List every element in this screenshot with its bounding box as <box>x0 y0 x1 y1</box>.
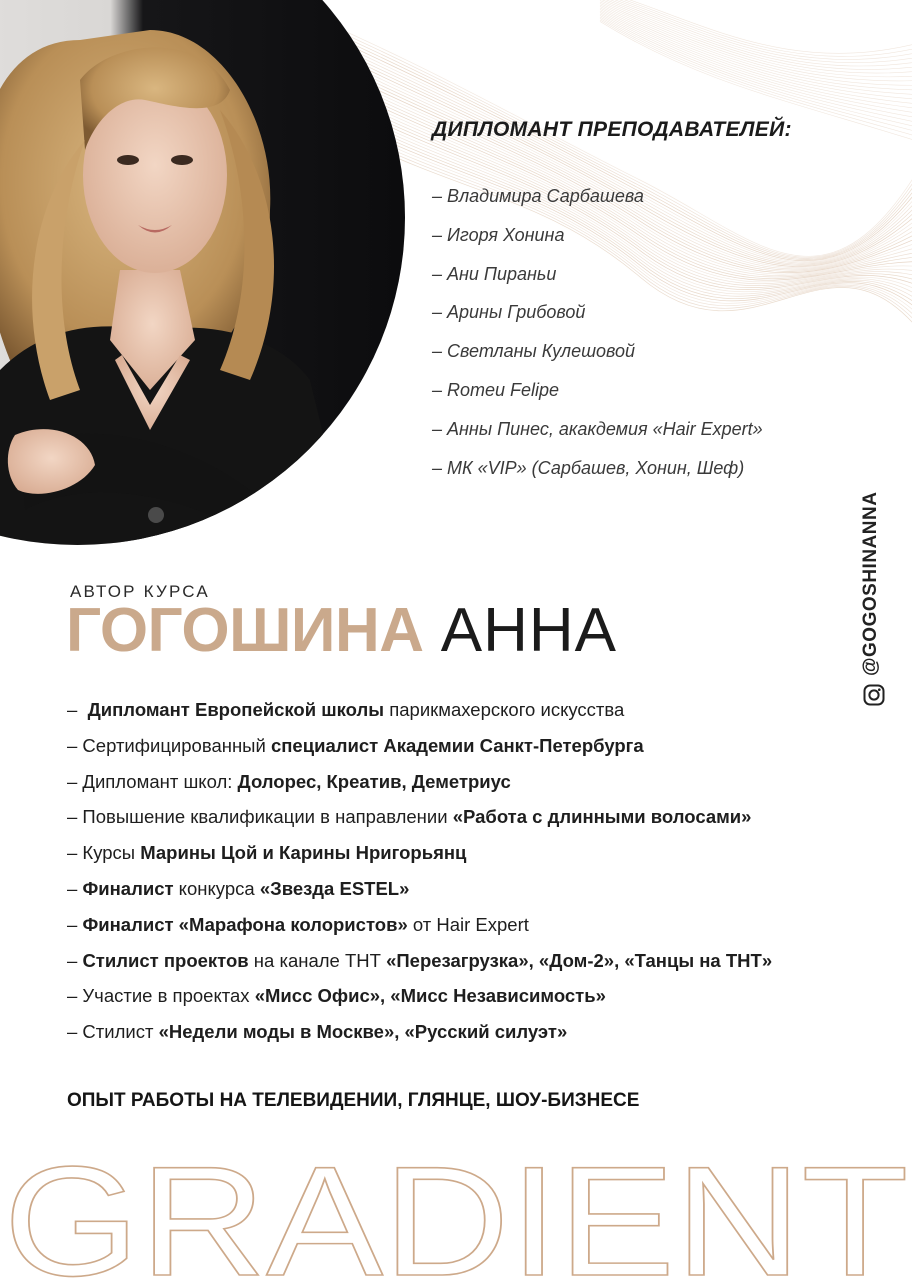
teacher-item: – Арины Грибовой <box>432 302 586 323</box>
achievement-text: – Участие в проектах <box>67 985 255 1007</box>
teacher-item: – Анны Пинес, акакдемия «Hair Expert» <box>432 418 763 439</box>
teacher-item: – Ани Пираньи <box>432 263 557 284</box>
teachers-list <box>432 180 763 490</box>
achievement-highlight: Финалист «Марафона колористов» <box>82 913 408 935</box>
achievement-highlight: «Недели моды в Москве», «Русский силуэт» <box>158 1021 568 1043</box>
achievement-text: – <box>67 699 88 720</box>
achievement-text: – <box>67 913 83 935</box>
achievement-highlight: «Работа с длинными волосами» <box>452 806 752 828</box>
brand-wordmark <box>0 1150 912 1280</box>
achievement-text: – Повышение квалификации в направлении <box>67 806 453 828</box>
instagram-icon[interactable] <box>863 684 885 706</box>
achievement-text: – Курсы <box>67 842 141 864</box>
teacher-item: – Игоря Хонина <box>432 224 565 245</box>
teacher-item: – МК «VIP» (Сарбашев, Хонин, Шеф) <box>432 457 745 478</box>
achievement-item <box>67 981 772 1017</box>
achievement-item <box>67 1017 772 1053</box>
author-photo <box>0 0 405 545</box>
achievement-highlight: Долорес, Креатив, Деметриус <box>237 770 511 792</box>
achievement-text: парикмахерского искусства <box>384 699 625 720</box>
author-first-name: АННА <box>440 596 618 665</box>
teachers-title: ДИПЛОМАНТ ПРЕПОДАВАТЕЛЕЙ: <box>432 118 792 141</box>
achievement-item <box>67 695 772 731</box>
instagram-handle[interactable]: @GOGOSHINANNA <box>860 491 881 676</box>
brand-text: GRADIENT <box>3 1150 909 1280</box>
achievement-highlight: Финалист <box>82 877 174 899</box>
achievement-highlight: Стилист проектов <box>82 949 249 971</box>
achievement-item <box>67 802 772 838</box>
achievement-highlight: Марины Цой и Карины Нригорьянц <box>140 842 467 864</box>
wave-line <box>600 0 912 56</box>
achievement-item <box>67 731 772 767</box>
teacher-item: – Владимира Сарбашева <box>432 186 644 206</box>
achievement-item <box>67 946 772 982</box>
achievement-text: от Hair Expert <box>407 913 529 935</box>
experience-heading: ОПЫТ РАБОТЫ НА ТЕЛЕВИДЕНИИ, ГЛЯНЦЕ, ШОУ-БИЗНЕСЕ <box>67 1090 640 1111</box>
author-name <box>66 596 617 666</box>
achievement-text: – <box>67 949 83 971</box>
wave-line <box>600 0 912 73</box>
achievements-list <box>67 695 772 1053</box>
achievement-highlight: «Перезагрузка», «Дом-2», «Танцы на ТНТ» <box>386 949 773 971</box>
achievement-text: – <box>67 877 83 899</box>
author-label: АВТОР КУРСА <box>70 582 210 601</box>
achievement-text: на канале ТНТ <box>248 949 387 971</box>
author-portrait-illustration <box>0 0 405 545</box>
teacher-item: – Светланы Кулешовой <box>432 341 636 362</box>
achievement-highlight: Дипломант Европейской школы <box>87 699 385 720</box>
author-surname: ГОГОШИНА <box>66 596 424 665</box>
teacher-item: – Romeu Felipe <box>432 379 560 400</box>
achievement-highlight: «Звезда ESTEL» <box>259 877 410 899</box>
achievement-item <box>67 910 772 946</box>
achievement-item <box>67 838 772 874</box>
achievement-highlight: «Мисс Офис», «Мисс Независимость» <box>254 985 606 1007</box>
achievement-text: – Стилист <box>67 1021 159 1043</box>
achievement-text: конкурса <box>173 877 260 899</box>
achievement-text: – Дипломант школ: <box>67 770 238 792</box>
achievement-item <box>67 874 772 910</box>
achievement-highlight: специалист Академии Санкт-Петербурга <box>270 734 644 756</box>
achievement-text: – Сертифицированный <box>67 734 271 756</box>
achievement-item <box>67 767 772 803</box>
